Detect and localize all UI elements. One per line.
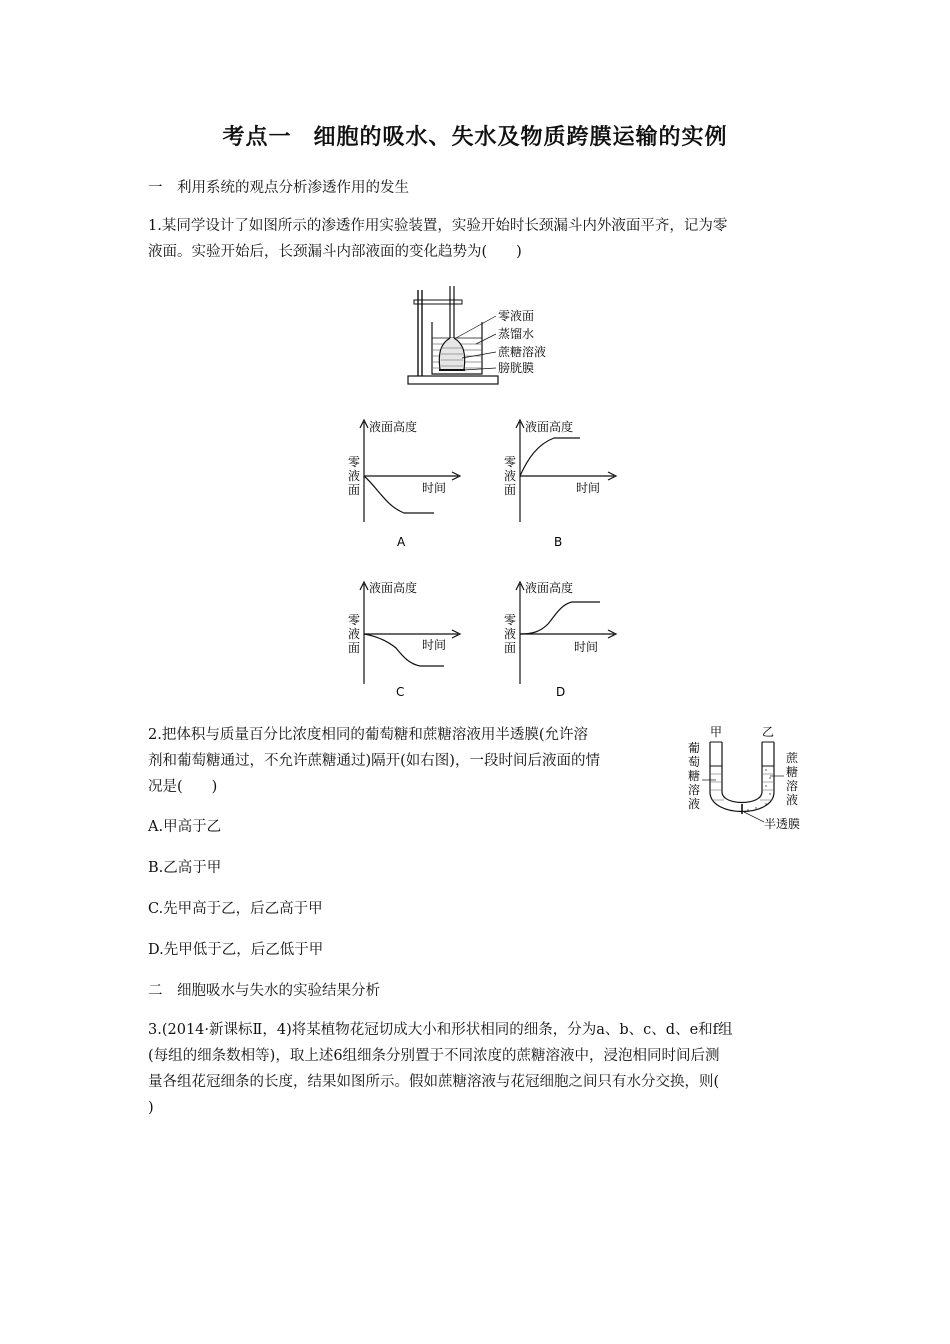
graph-a <box>342 414 462 552</box>
utube-right-char-1: 蔗 <box>786 751 799 765</box>
utube-left-char-1: 葡 <box>688 741 701 755</box>
graph-d <box>498 576 618 700</box>
apparatus-label-water: 蒸馏水 <box>498 327 535 341</box>
q3-line4: ) <box>148 1100 154 1116</box>
graph-b-letter: B <box>554 535 563 549</box>
graph-c-zero-1: 零 <box>348 613 361 627</box>
q2-line1: 2.把体积与质量百分比浓度相同的葡萄糖和蔗糖溶液用半透膜(允许溶 <box>148 727 588 743</box>
apparatus-label-membrane: 膀胱膜 <box>498 361 535 375</box>
q2-line2: 剂和葡萄糖通过，不允许蔗糖通过)隔开(如右图)，一段时间后液面的情 <box>148 753 600 769</box>
q1-line1: 1.某同学设计了如图所示的渗透作用实验装置，实验开始时长颈漏斗内外液面平齐，记为零 <box>148 218 728 234</box>
utube-right-char-3: 溶 <box>786 779 799 793</box>
utube-right-char-2: 糖 <box>786 765 799 779</box>
title-part1: 考点一 <box>222 125 292 150</box>
q2-option-b: B.乙高于甲 <box>148 860 222 876</box>
section2-heading: 二 细胞吸水与失水的实验结果分析 <box>148 983 380 999</box>
graph-d-xlabel: 时间 <box>574 640 599 654</box>
section1-heading: 一 利用系统的观点分析渗透作用的发生 <box>148 180 409 196</box>
utube-left-char-3: 糖 <box>688 769 701 783</box>
u-tube-figure <box>682 722 812 834</box>
graph-b-ylabel: 液面高度 <box>525 420 574 434</box>
graph-c-ylabel: 液面高度 <box>369 581 418 595</box>
page-title <box>0 120 950 151</box>
graph-a-zero-3: 面 <box>348 483 361 497</box>
q3-line1: 3.(2014·新课标Ⅱ，4)将某植物花冠切成大小和形状相同的细条，分为a、b、c、d、e和f组 <box>148 1022 733 1038</box>
graph-d-ylabel: 液面高度 <box>525 581 574 595</box>
graph-b-xlabel: 时间 <box>576 481 601 495</box>
utube-left-char-2: 萄 <box>688 755 701 769</box>
utube-right-char-4: 液 <box>786 793 799 807</box>
graph-b-zero-3: 面 <box>504 483 517 497</box>
graph-c-letter: C <box>396 685 405 699</box>
utube-left-char-5: 液 <box>688 797 701 811</box>
graph-c-xlabel: 时间 <box>422 638 447 652</box>
graph-c-zero-3: 面 <box>348 641 361 655</box>
apparatus-label-sucrose: 蔗糖溶液 <box>498 345 547 359</box>
graph-d-zero-2: 液 <box>504 627 517 641</box>
q2-option-a: A.甲高于乙 <box>148 819 222 835</box>
graph-d-letter: D <box>556 685 566 699</box>
graph-c <box>342 576 462 700</box>
q2-option-c: C.先甲高于乙，后乙高于甲 <box>148 901 323 917</box>
apparatus-label-zero: 零液面 <box>498 309 535 323</box>
graph-a-ylabel: 液面高度 <box>369 420 418 434</box>
graph-a-xlabel: 时间 <box>422 481 447 495</box>
graph-d-zero-1: 零 <box>504 613 517 627</box>
utube-label-right: 乙 <box>762 725 775 739</box>
graph-a-zero-2: 液 <box>348 469 361 483</box>
graph-b-zero-1: 零 <box>504 455 517 469</box>
graph-b <box>498 414 618 552</box>
q3-line3: 量各组花冠细条的长度，结果如图所示。假如蔗糖溶液与花冠细胞之间只有水分交换，则( <box>148 1074 720 1090</box>
graph-d-zero-3: 面 <box>504 641 517 655</box>
graph-a-letter: A <box>397 535 406 549</box>
q2-line3: 况是( ) <box>148 779 218 795</box>
q2-option-d: D.先甲低于乙，后乙低于甲 <box>148 942 324 958</box>
osmosis-apparatus-figure <box>400 282 570 386</box>
graph-a-zero-1: 零 <box>348 455 361 469</box>
q1-line2: 液面。实验开始后，长颈漏斗内部液面的变化趋势为( ) <box>148 244 522 260</box>
utube-left-char-4: 溶 <box>688 783 701 797</box>
utube-label-left: 甲 <box>710 725 723 739</box>
graph-c-zero-2: 液 <box>348 627 361 641</box>
title-part2: 细胞的吸水、失水及物质跨膜运输的实例 <box>313 125 728 150</box>
utube-label-membrane: 半透膜 <box>764 817 801 831</box>
graph-b-zero-2: 液 <box>504 469 517 483</box>
q3-line2: (每组的细条数相等)，取上述6组细条分别置于不同浓度的蔗糖溶液中，浸泡相同时间后测 <box>148 1048 720 1064</box>
